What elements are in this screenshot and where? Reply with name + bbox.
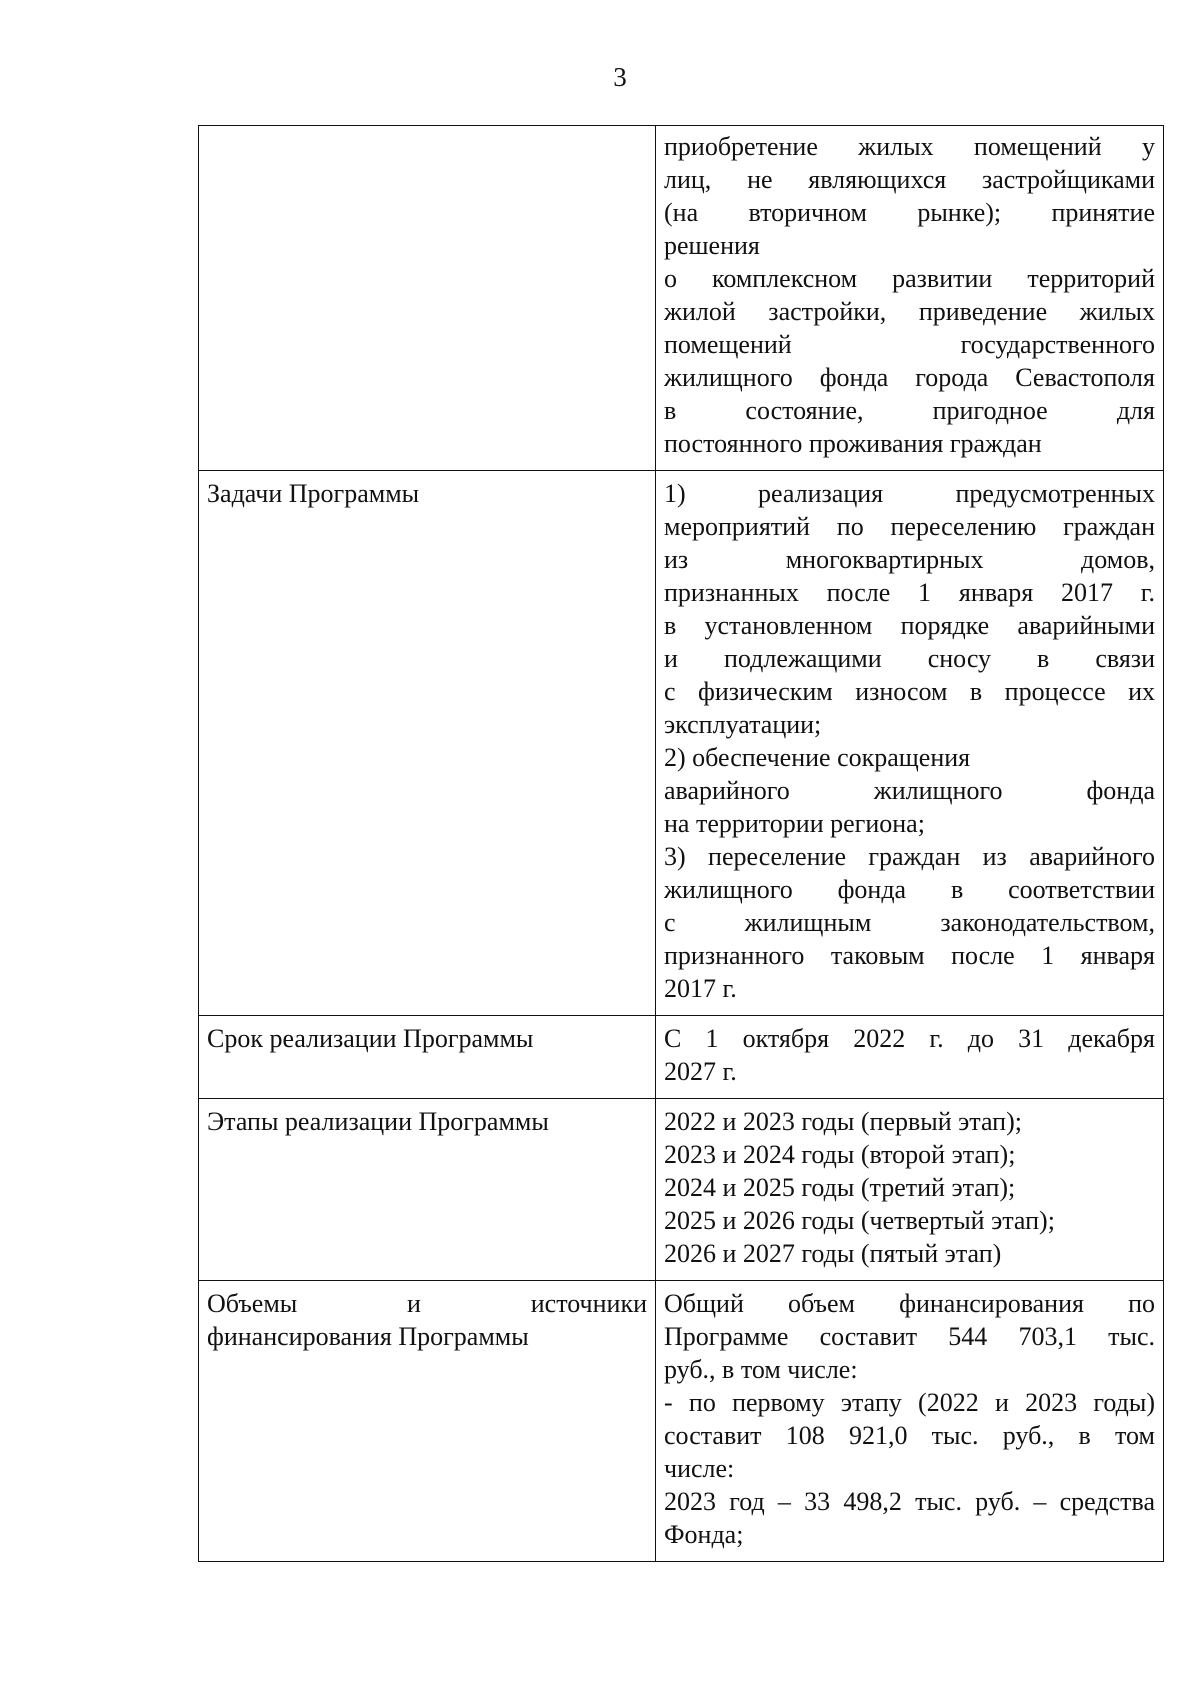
value-line: лиц, не являющихся застройщиками	[664, 165, 1155, 194]
value-line: составит 108 921,0 тыс. руб., в том	[664, 1421, 1155, 1450]
value-line: Программе составит 544 703,1 тыс.	[664, 1322, 1155, 1351]
row-label-cell	[199, 471, 656, 1016]
value-line: 2027 г.	[664, 1057, 737, 1086]
program-passport-table	[198, 125, 1164, 1562]
value-line: 2017 г.	[664, 974, 737, 1003]
row-label: Задачи Программы	[207, 479, 420, 508]
page-number: 3	[613, 62, 627, 92]
row-label: финансирования Программы	[207, 1322, 529, 1351]
value-line: руб., в том числе:	[664, 1355, 858, 1384]
row-label-cell	[199, 1016, 656, 1099]
row-value-cell	[656, 126, 1164, 471]
value-line: 2023 год – 33 498,2 тыс. руб. – средства	[664, 1487, 1155, 1516]
value-line: в установленном порядке аварийными	[664, 611, 1155, 640]
table-row	[199, 1016, 1164, 1099]
table-row	[199, 126, 1164, 471]
value-line: (на вторичном рынке); принятие	[664, 198, 1155, 227]
value-line: на территории региона;	[664, 809, 925, 838]
value-line: 2023 и 2024 годы (второй этап);	[664, 1140, 1016, 1169]
value-line: с жилищным законодательством,	[664, 908, 1155, 937]
value-line: 2025 и 2026 годы (четвертый этап);	[664, 1206, 1055, 1235]
value-line: Общий объем финансирования по	[664, 1289, 1155, 1318]
table-row	[199, 1099, 1164, 1281]
value-line: и подлежащими сносу в связи	[664, 644, 1155, 673]
row-label-cell	[199, 1099, 656, 1281]
value-line: 3) переселение граждан из аварийного	[664, 842, 1155, 871]
table-row	[199, 471, 1164, 1016]
row-label: Объемы и источники	[207, 1289, 647, 1318]
value-line: - по первому этапу (2022 и 2023 годы)	[664, 1388, 1155, 1417]
row-value-cell	[656, 471, 1164, 1016]
value-line: с физическим износом в процессе их	[664, 677, 1155, 706]
value-line: жилищного фонда в соответствии	[664, 875, 1155, 904]
value-line: постоянного проживания граждан	[664, 429, 1042, 458]
row-value-cell	[656, 1281, 1164, 1562]
value-line: 1) реализация предусмотренных	[664, 479, 1155, 508]
value-line: числе:	[664, 1454, 735, 1483]
value-line: помещений государственного	[664, 330, 1155, 359]
table-row	[199, 1281, 1164, 1562]
value-line: аварийного жилищного фонда	[664, 776, 1155, 805]
value-line: приобретение жилых помещений у	[664, 132, 1155, 161]
value-line: Фонда;	[664, 1520, 744, 1549]
value-line: из многоквартирных домов,	[664, 545, 1155, 574]
row-label-cell	[199, 126, 656, 471]
value-line: признанных после 1 января 2017 г.	[664, 578, 1155, 607]
value-line: жилой застройки, приведение жилых	[664, 297, 1155, 326]
value-line: жилищного фонда города Севастополя	[664, 363, 1155, 392]
value-line: 2024 и 2025 годы (третий этап);	[664, 1173, 1016, 1202]
value-line: эксплуатации;	[664, 710, 822, 739]
value-line: мероприятий по переселению граждан	[664, 512, 1155, 541]
value-line: С 1 октября 2022 г. до 31 декабря	[664, 1024, 1155, 1053]
row-label-cell	[199, 1281, 656, 1562]
row-label: Этапы реализации Программы	[207, 1107, 549, 1136]
value-line: 2026 и 2027 годы (пятый этап)	[664, 1239, 1002, 1268]
value-line: 2) обеспечение сокращения	[664, 743, 971, 772]
value-line: 2022 и 2023 годы (первый этап);	[664, 1107, 1022, 1136]
row-value-cell	[656, 1099, 1164, 1281]
row-label: Срок реализации Программы	[207, 1024, 534, 1053]
value-line: в состояние, пригодное для	[664, 396, 1155, 425]
value-line: о комплексном развитии территорий	[664, 264, 1155, 293]
value-line: решения	[664, 231, 760, 260]
row-value-cell	[656, 1016, 1164, 1099]
value-line: признанного таковым после 1 января	[664, 941, 1155, 970]
